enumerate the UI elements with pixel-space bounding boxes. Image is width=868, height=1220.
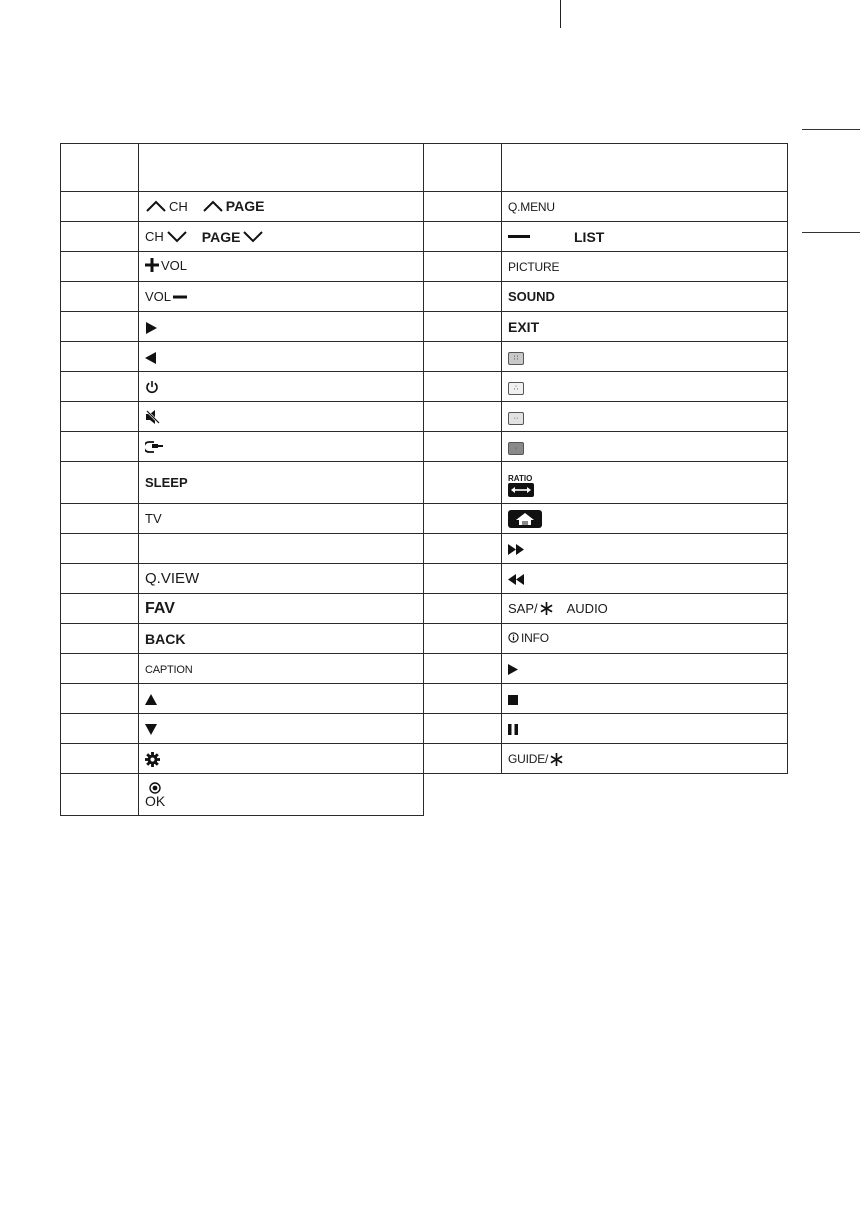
key-cell bbox=[139, 714, 424, 744]
code-cell bbox=[424, 564, 502, 594]
table-row bbox=[61, 282, 788, 312]
code-cell bbox=[61, 624, 139, 654]
key-cell bbox=[502, 534, 788, 564]
code-cell bbox=[61, 534, 139, 564]
page-top-line bbox=[560, 0, 561, 28]
key-cell bbox=[139, 432, 424, 462]
header-cell bbox=[139, 144, 424, 192]
code-cell bbox=[61, 774, 139, 816]
plus-icon bbox=[145, 258, 159, 272]
back-label: BACK bbox=[145, 630, 186, 647]
stop-icon bbox=[508, 695, 518, 705]
code-cell bbox=[61, 312, 139, 342]
table-row bbox=[61, 564, 788, 594]
table-row bbox=[61, 192, 788, 222]
key-cell bbox=[139, 534, 424, 564]
code-cell bbox=[424, 504, 502, 534]
blue-button-icon: · bbox=[508, 442, 524, 455]
code-cell bbox=[61, 432, 139, 462]
chevron-up-icon bbox=[202, 200, 224, 212]
key-cell bbox=[502, 372, 788, 402]
info-label: INFO bbox=[521, 630, 549, 645]
caption-label: CAPTION bbox=[145, 664, 193, 676]
code-cell bbox=[424, 462, 502, 504]
key-cell bbox=[139, 372, 424, 402]
table-row bbox=[61, 222, 788, 252]
key-cell bbox=[139, 744, 424, 774]
table-row bbox=[61, 252, 788, 282]
rewind-icon bbox=[508, 574, 524, 585]
code-cell bbox=[424, 282, 502, 312]
key-cell bbox=[139, 684, 424, 714]
table-row bbox=[61, 624, 788, 654]
key-cell bbox=[502, 192, 788, 222]
chevron-down-icon bbox=[242, 231, 264, 243]
fast-forward-icon bbox=[508, 544, 524, 555]
info-circle-icon bbox=[508, 632, 519, 643]
code-cell bbox=[424, 432, 502, 462]
key-cell bbox=[139, 462, 424, 504]
key-cell bbox=[502, 252, 788, 282]
code-cell bbox=[61, 594, 139, 624]
key-cell bbox=[139, 594, 424, 624]
mute-icon bbox=[145, 409, 161, 425]
green-button-icon: ∴ bbox=[508, 382, 524, 395]
asterisk-icon bbox=[540, 602, 553, 615]
code-cell bbox=[424, 192, 502, 222]
gear-icon bbox=[145, 752, 160, 767]
code-cell bbox=[61, 252, 139, 282]
key-cell bbox=[139, 774, 424, 816]
table-header-row bbox=[61, 144, 788, 192]
code-cell bbox=[424, 714, 502, 744]
sap-label: SAP/ bbox=[508, 601, 538, 616]
key-cell bbox=[139, 402, 424, 432]
key-cell bbox=[502, 282, 788, 312]
table-row bbox=[61, 312, 788, 342]
key-cell bbox=[139, 312, 424, 342]
header-cell bbox=[502, 144, 788, 192]
ratio-arrows-icon bbox=[508, 483, 534, 497]
code-cell bbox=[424, 402, 502, 432]
key-cell bbox=[502, 402, 788, 432]
code-cell bbox=[61, 372, 139, 402]
code-cell bbox=[424, 684, 502, 714]
table-row bbox=[61, 342, 788, 372]
qview-label: Q.VIEW bbox=[145, 570, 200, 587]
triangle-up-icon bbox=[145, 694, 157, 705]
key-cell bbox=[139, 252, 424, 282]
key-cell bbox=[502, 462, 788, 504]
key-cell bbox=[502, 564, 788, 594]
code-cell bbox=[61, 654, 139, 684]
code-cell bbox=[424, 252, 502, 282]
key-cell bbox=[502, 504, 788, 534]
table-row bbox=[61, 432, 788, 462]
code-cell bbox=[61, 504, 139, 534]
key-cell bbox=[502, 594, 788, 624]
vol-up-label: VOL bbox=[161, 257, 188, 273]
exit-label: EXIT bbox=[508, 318, 540, 335]
ok-label: OK bbox=[145, 792, 166, 809]
header-cell bbox=[424, 144, 502, 192]
yellow-button-icon: ·· bbox=[508, 412, 524, 425]
table-row bbox=[61, 402, 788, 432]
side-rule-top bbox=[802, 129, 860, 130]
table-row bbox=[61, 372, 788, 402]
table-row bbox=[61, 774, 788, 816]
code-cell bbox=[61, 684, 139, 714]
code-cell bbox=[424, 312, 502, 342]
ch-up-label: CH bbox=[169, 198, 188, 214]
code-cell bbox=[424, 744, 502, 774]
header-cell bbox=[61, 144, 139, 192]
table-row bbox=[61, 594, 788, 624]
fav-label: FAV bbox=[145, 599, 175, 617]
key-cell bbox=[139, 504, 424, 534]
home-icon bbox=[508, 510, 542, 528]
code-cell bbox=[424, 222, 502, 252]
triangle-left-icon bbox=[145, 352, 157, 364]
triangle-down-icon bbox=[145, 724, 157, 735]
table-row bbox=[61, 462, 788, 504]
qmenu-label: Q.MENU bbox=[508, 200, 555, 214]
ratio-label: RATIO bbox=[508, 473, 533, 483]
code-cell bbox=[61, 744, 139, 774]
code-cell bbox=[61, 282, 139, 312]
page-up-label: PAGE bbox=[225, 198, 265, 214]
table-row bbox=[61, 684, 788, 714]
code-cell bbox=[61, 714, 139, 744]
ch-down-label: CH bbox=[145, 229, 164, 244]
key-cell bbox=[139, 564, 424, 594]
key-cell bbox=[502, 312, 788, 342]
minus-icon bbox=[173, 294, 187, 300]
key-cell bbox=[502, 684, 788, 714]
key-cell bbox=[502, 624, 788, 654]
audio-label: AUDIO bbox=[566, 601, 608, 616]
key-cell bbox=[502, 744, 788, 774]
minus-icon bbox=[508, 234, 530, 240]
code-cell bbox=[424, 594, 502, 624]
play-icon bbox=[508, 664, 518, 675]
code-cell bbox=[61, 222, 139, 252]
key-cell bbox=[139, 222, 424, 252]
key-cell bbox=[502, 222, 788, 252]
key-cell bbox=[502, 654, 788, 684]
remote-code-table bbox=[60, 143, 788, 816]
sleep-label: SLEEP bbox=[145, 475, 188, 490]
chevron-down-icon bbox=[166, 231, 188, 243]
key-cell bbox=[139, 282, 424, 312]
table-row bbox=[61, 504, 788, 534]
triangle-right-icon bbox=[145, 322, 157, 334]
empty-cell bbox=[424, 774, 502, 816]
key-cell bbox=[502, 714, 788, 744]
picture-label: PICTURE bbox=[508, 260, 560, 274]
power-icon bbox=[145, 380, 159, 394]
empty-cell bbox=[502, 774, 788, 816]
tv-label: TV bbox=[145, 511, 162, 526]
list-label: LIST bbox=[574, 229, 605, 245]
code-cell bbox=[61, 402, 139, 432]
key-cell bbox=[139, 654, 424, 684]
code-cell bbox=[424, 342, 502, 372]
key-cell bbox=[502, 342, 788, 372]
page-down-label: PAGE bbox=[201, 228, 241, 245]
code-cell bbox=[424, 624, 502, 654]
pause-icon bbox=[508, 724, 518, 735]
key-cell bbox=[502, 432, 788, 462]
code-cell bbox=[61, 462, 139, 504]
red-button-icon: ∷ bbox=[508, 352, 524, 365]
asterisk-icon bbox=[550, 753, 563, 766]
side-rule-bottom bbox=[802, 232, 860, 233]
table-row bbox=[61, 534, 788, 564]
input-icon bbox=[145, 439, 163, 455]
key-cell bbox=[139, 624, 424, 654]
code-cell bbox=[61, 192, 139, 222]
table-row bbox=[61, 654, 788, 684]
code-cell bbox=[424, 654, 502, 684]
code-cell bbox=[424, 534, 502, 564]
table-row bbox=[61, 744, 788, 774]
chevron-up-icon bbox=[145, 200, 167, 212]
sound-label: SOUND bbox=[508, 289, 555, 304]
key-cell bbox=[139, 342, 424, 372]
table-row bbox=[61, 714, 788, 744]
vol-down-label: VOL bbox=[145, 289, 172, 304]
code-cell bbox=[61, 564, 139, 594]
ok-dot-icon bbox=[149, 782, 161, 794]
guide-label: GUIDE/ bbox=[508, 752, 549, 766]
key-cell bbox=[139, 192, 424, 222]
code-cell bbox=[424, 372, 502, 402]
code-cell bbox=[61, 342, 139, 372]
